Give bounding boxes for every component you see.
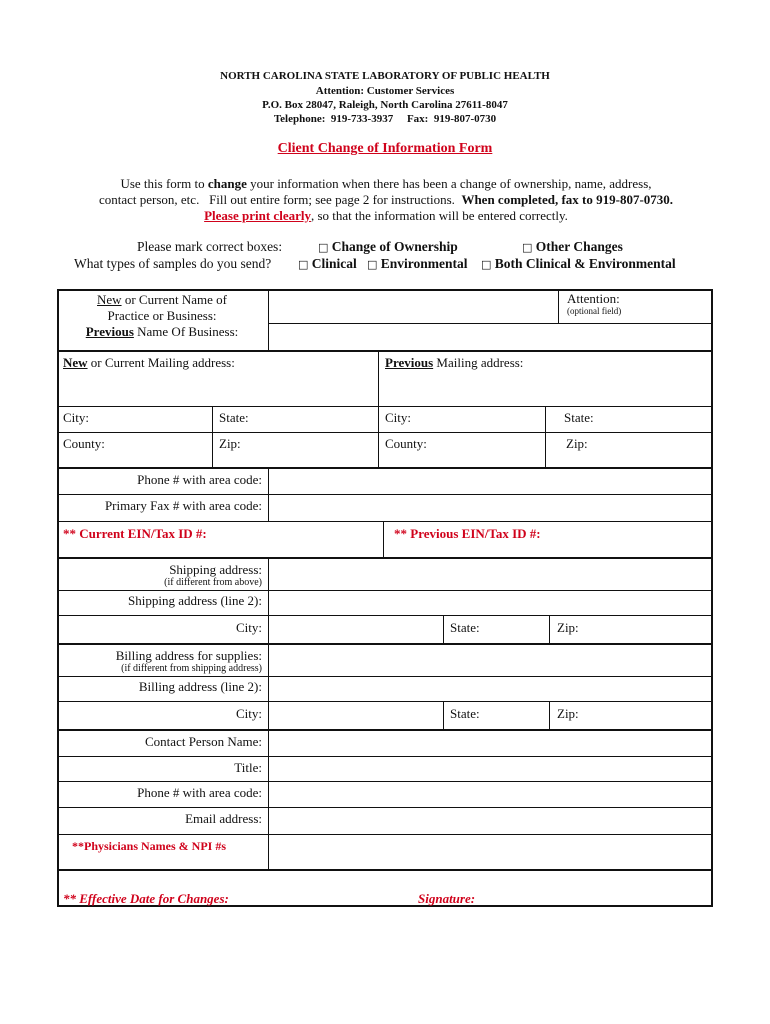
intro-text: When completed, fax to 919-807-0730. xyxy=(461,192,674,207)
checkbox-icon: □ xyxy=(481,258,492,271)
checkbox-icon: □ xyxy=(522,241,533,254)
divider xyxy=(268,730,269,870)
previous-mailing-address-field[interactable] xyxy=(380,376,711,405)
fax-field[interactable] xyxy=(270,496,711,520)
physicians-label: **Physicians Names & NPI #s xyxy=(72,839,227,853)
divider xyxy=(383,522,384,558)
lab-name: NORTH CAROLINA STATE LABORATORY OF PUBLIC HEALTH xyxy=(220,70,550,82)
checkbox-label: Clinical xyxy=(311,256,357,271)
shipping-address-label: Shipping address: xyxy=(169,562,262,577)
billing-address-field[interactable] xyxy=(270,646,711,675)
divider xyxy=(268,644,269,730)
new-mailing-address-field[interactable] xyxy=(59,376,377,405)
checkbox-icon: □ xyxy=(298,258,309,271)
previous-mailing-address-label xyxy=(385,355,523,371)
intro-text: contact person, etc. Fill out entire form; see page 2 for instructions. xyxy=(98,192,462,207)
label-part: or Current Mailing address: xyxy=(87,355,235,370)
divider xyxy=(57,756,713,757)
divider xyxy=(57,807,713,808)
title-label: Title: xyxy=(234,760,262,775)
label-part: Name Of Business: xyxy=(133,324,239,339)
divider xyxy=(57,615,713,616)
divider xyxy=(57,350,713,352)
divider xyxy=(549,701,550,730)
signature-label: Signature: xyxy=(418,891,476,906)
divider xyxy=(57,521,713,522)
shipping-line2-label: Shipping address (line 2): xyxy=(128,593,262,608)
divider xyxy=(558,289,559,324)
intro-text: your information when there has been a change of ownership, name, address, xyxy=(246,176,652,191)
billing-state-label: State: xyxy=(450,706,480,721)
form-title: Client Change of Information Form xyxy=(277,141,493,156)
divider xyxy=(57,590,713,591)
new-mailing-address-label xyxy=(63,355,235,371)
checkbox-label: Other Changes xyxy=(535,239,623,254)
current-ein-label: ** Current EIN/Tax ID #: xyxy=(63,526,207,541)
divider xyxy=(57,869,713,871)
previous-business-name-field[interactable] xyxy=(270,325,711,349)
prev-city-label: City: xyxy=(385,410,412,425)
divider xyxy=(57,467,713,469)
new-city-label: City: xyxy=(63,410,90,425)
new-state-label: State: xyxy=(219,410,249,425)
new-business-name-field[interactable] xyxy=(270,291,557,322)
checkbox-both[interactable] xyxy=(481,256,676,272)
contact-phone-label: Phone # with area code: xyxy=(137,785,262,800)
divider xyxy=(443,701,444,730)
label-part: New xyxy=(97,292,122,307)
divider xyxy=(57,676,713,677)
checkbox-ownership[interactable] xyxy=(318,239,458,255)
sample-type-prompt: What types of samples do you send? xyxy=(74,256,272,271)
checkbox-clinical[interactable] xyxy=(298,256,357,272)
contact-name-field[interactable] xyxy=(270,732,711,755)
effective-date-label: ** Effective Date for Changes: xyxy=(63,891,229,906)
fax-label: Primary Fax # with area code: xyxy=(104,498,262,513)
attention-optional-note: (optional field) xyxy=(567,306,622,316)
prev-zip-label: Zip: xyxy=(566,436,588,451)
divider xyxy=(268,558,269,644)
shipping-address-field[interactable] xyxy=(270,560,711,589)
divider xyxy=(545,406,546,467)
divider xyxy=(268,323,713,324)
phone-fax-line: Telephone: 919-733-3937 Fax: 919-807-0730 xyxy=(273,113,497,125)
new-county-label: County: xyxy=(63,436,105,451)
intro-text: Use this form to xyxy=(120,176,208,191)
divider xyxy=(57,406,713,407)
divider xyxy=(57,701,713,702)
attention-line: Attention: Customer Services xyxy=(315,85,455,97)
divider xyxy=(443,615,444,644)
shipping-zip-label: Zip: xyxy=(557,620,579,635)
previous-ein-label: ** Previous EIN/Tax ID #: xyxy=(394,526,541,541)
billing-city-label: City: xyxy=(235,706,262,721)
change-type-prompt: Please mark correct boxes: xyxy=(137,239,283,254)
divider xyxy=(57,557,713,559)
label-part: or Current Name of xyxy=(121,292,227,307)
label-part: Previous xyxy=(385,355,434,370)
intro-text: change xyxy=(207,176,247,191)
divider xyxy=(378,351,379,467)
checkbox-label: Environmental xyxy=(380,256,468,271)
prev-state-label: State: xyxy=(564,410,594,425)
new-business-name-label xyxy=(58,292,266,340)
shipping-state-label: State: xyxy=(450,620,480,635)
divider xyxy=(57,432,713,433)
divider xyxy=(57,781,713,782)
divider xyxy=(268,289,269,351)
divider xyxy=(268,468,269,522)
divider xyxy=(57,494,713,495)
intro-text: , so that the information will be entered correctly. xyxy=(310,208,568,223)
divider xyxy=(57,834,713,835)
email-label: Email address: xyxy=(185,811,262,826)
label-part: New xyxy=(63,355,88,370)
label-part: Practice or Business: xyxy=(107,308,217,323)
shipping-city-label: City: xyxy=(235,620,262,635)
checkbox-icon: □ xyxy=(318,241,329,254)
checkbox-label: Change of Ownership xyxy=(331,239,458,254)
checkbox-environmental[interactable] xyxy=(367,256,468,272)
checkbox-other[interactable] xyxy=(522,239,623,255)
address-line: P.O. Box 28047, Raleigh, North Carolina 27611-8047 xyxy=(262,99,508,111)
billing-address-label: Billing address for supplies: xyxy=(115,648,262,663)
billing-line2-label: Billing address (line 2): xyxy=(138,679,262,694)
label-part: Previous xyxy=(85,324,134,339)
physicians-field[interactable] xyxy=(270,836,711,868)
divider xyxy=(549,615,550,644)
checkbox-label: Both Clinical & Environmental xyxy=(494,256,676,271)
phone-field[interactable] xyxy=(270,470,711,493)
prev-county-label: County: xyxy=(385,436,427,451)
checkbox-icon: □ xyxy=(367,258,378,271)
phone-label: Phone # with area code: xyxy=(137,472,262,487)
contact-name-label: Contact Person Name: xyxy=(145,734,262,749)
attention-label: Attention: xyxy=(567,291,620,306)
divider xyxy=(57,729,713,731)
billing-zip-label: Zip: xyxy=(557,706,579,721)
intro-text: Please print clearly xyxy=(204,208,311,223)
divider xyxy=(57,643,713,645)
label-part: Mailing address: xyxy=(433,355,524,370)
shipping-note: (if different from above) xyxy=(164,577,262,588)
new-zip-label: Zip: xyxy=(219,436,241,451)
instructions xyxy=(60,176,712,224)
billing-note: (if different from shipping address) xyxy=(121,663,262,674)
divider xyxy=(212,406,213,467)
